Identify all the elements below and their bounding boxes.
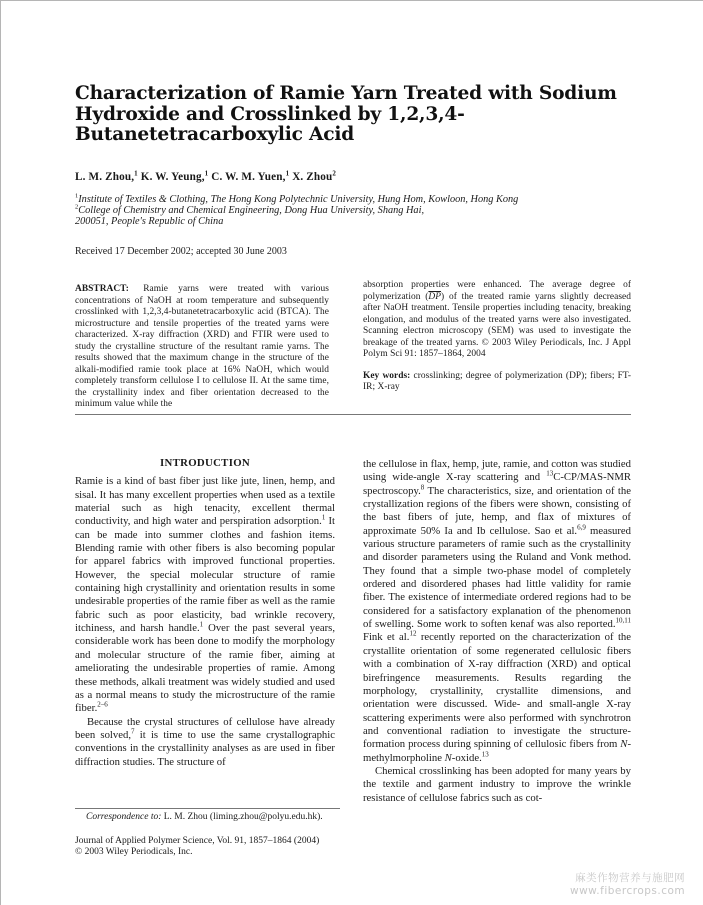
page-border-top: [0, 0, 703, 1]
journal-citation: Journal of Applied Polymer Science, Vol. 91, 1857–1864 (2004): [75, 836, 320, 846]
page-border-left: [0, 0, 1, 905]
received-dates: Received 17 December 2002; accepted 30 June 2003: [75, 246, 287, 257]
paper-title: Characterization of Ramie Yarn Treated with Sodium Hydroxide and Crosslinked by 1,2,3,4-Butanetetracarboxylic Acid: [75, 83, 617, 145]
author: L. M. Zhou,: [75, 171, 135, 183]
watermark: [570, 872, 685, 898]
abstract-left-column: [75, 284, 329, 411]
correspondence-text: L. M. Zhou (liming.zhou@polyu.edu.hk).: [161, 812, 323, 822]
correspondence-label: Correspondence to:: [86, 812, 162, 822]
keywords-label: Key words:: [363, 370, 411, 381]
citation: 1: [199, 620, 204, 629]
abstract-divider: [75, 414, 631, 415]
citation: 1: [321, 513, 326, 522]
correspondence-note: [86, 812, 323, 822]
paragraph: Chemical crosslinking has been adopted for many years by the textile and garment industry to improve the wrinkle resistance of cellulose fabrics such as cot-: [363, 764, 631, 804]
abstract-text: Ramie yarns were treated with various concentrations of NaOH at room temperature and subsequently crosslinked with 1,2,3,4-butanetetracarboxylic acid (BTCA). The microstructure and tensile properties of the treated yarns were characterized. X-ray diffraction (XRD) and FTIR were used to study the crystalline structure of the resultant ramie yarns. The results showed that the maximum change in the structure of the alkali-modified ramie took place at 16% NaOH, which would completely transform cellulose I to cellulose II. At the same time, the crystallinity index and fiber orientation decreased to the minimum value while the: [75, 284, 329, 409]
affiliations: [75, 194, 635, 227]
affiliation-number: 1: [75, 192, 79, 200]
keywords-text: crosslinking; degree of polymerization (DP); fibers; FT-IR; X-ray: [363, 370, 631, 392]
watermark-url: www.fibercrops.com: [570, 885, 686, 897]
abstract-continued: [363, 280, 631, 361]
copyright: © 2003 Wiley Periodicals, Inc.: [75, 847, 193, 858]
affiliation-line: [75, 194, 635, 205]
isotope-marker: 13: [546, 469, 554, 478]
paragraph: the cellulose in flax, hemp, jute, ramie, and cotton was studied using wide-angle X-ray scattering and $^{13}$C-CP/MAS-NMR spectroscopy.$^8$ The characteristics, size, and orientation of the crystallization regions of the fibers were shown, consisting of the bast fibers of jute, hemp, and flax of mixtures of approximate 50% Ia and Ib cellulose. Sao et al.$^{6,9}$ measured various structure parameters of ramie such as the crystallinity and disorder parameters using the Ruland and Vonk method. They found that a simple two-phase model of completely ordered and disordered phases had little validity for ramie fiber. The existence of intermediate ordered regions had to be considered for a satisfactory explanation of the phenomenon of swelling. Some work to soften kenaf was also reported.$^{10,11}$ Fink et al.$^{12}$ recently reported on the characterization of the crystallite orientation of some regenerated cellulosic fibers with a combination of X-ray diffraction (XRD) and optical birefringence measurements. Results regarding the morphology, crystallinity, crystallite dimensions, and orientation were discussed. Wide- and small-angle X-ray scattering experiments were also performed with synchrotron and conventional radiation to investigate the structure-formation process during spinning of cellulosic fibers from N-methylmorpholine N-oxide.$^{13}$: [363, 458, 632, 764]
citation: 8: [420, 483, 425, 492]
affiliation-marker: 1: [134, 169, 138, 178]
paragraph: Ramie is a kind of bast fiber just like jute, linen, hemp, and sisal. It has many excellent properties when used as a textile material such as high tenacity, excellent thermal conductivity, and high water and perspiration adsorption.$^1$ It can be made into summer clothes and fashion items. Blending ramie with other fibers is also becoming popular for apparel fabrics with improved functional properties. However, the special molecular structure of ramie containing high crystallinity and orientation results in some undesirable properties of the ramie fiber as well as the ramie fabric such as poor elasticity, bad wrinkle recovery, itchiness, and harsh handle.$^1$ Over the past several years, considerable work has been done to modify the morphology and molecular structure of the ramie fiber, aiming at ameliorating the undesirable properties of ramie. Among these methods, alkali treatment was widely studied and used as a normal means to study the microstructure of the ramie fiber.$^{2-6}$: [75, 475, 336, 715]
author: K. W. Yeung,: [140, 171, 205, 183]
citation: 6,9: [577, 523, 586, 532]
abstract-text: ) of the treated ramie yarns slightly decreased after NaOH treatment. Tensile properties including tenacity, breaking elongation, and modulus of the treated yarns were also investigated. Scanning electron microscopy (SEM) was used to investigate the breakage of the treated yarns. © 2003 Wiley Periodicals, Inc. J Appl Polym Sci 91: 1857–1864, 2004: [363, 291, 631, 359]
affiliation-text: Institute of Textiles & Clothing, The Hong Kong Polytechnic University, Hung Hom, Kowloon, Hong Kong: [78, 194, 519, 205]
affiliation-line: [75, 216, 635, 227]
abstract-label: ABSTRACT:: [75, 284, 129, 294]
affiliation-marker: 1: [204, 169, 209, 178]
journal-info: [75, 836, 319, 858]
affiliation-text: 200051, People's Republic of China: [75, 216, 224, 227]
citation: 2–6: [97, 700, 108, 709]
section-heading: INTRODUCTION: [160, 457, 250, 469]
affiliation-text: College of Chemistry and Chemical Engineering, Dong Hua University, Shang Hai,: [78, 205, 425, 216]
citation: 12: [409, 629, 417, 638]
body-left-column: [75, 457, 335, 769]
author-list: [75, 171, 336, 183]
author: X. Zhou: [292, 171, 333, 183]
affiliation-marker: 2: [332, 169, 337, 178]
affiliation-number: 2: [75, 203, 79, 211]
keywords: [363, 371, 631, 394]
abstract-text: absorption properties were enhanced. The average degree of polymerization (: [363, 280, 631, 302]
watermark-chinese: 麻类作物营养与施肥网: [575, 872, 686, 884]
citation: 7: [131, 727, 135, 736]
affiliation-marker: 1: [285, 169, 290, 178]
body-right-column: [363, 458, 631, 805]
author: C. W. M. Yuen,: [211, 171, 286, 183]
abstract-right-column: [363, 280, 631, 394]
footnote-divider: [75, 808, 340, 809]
dp-symbol: $\overline{DP}$: [428, 291, 442, 302]
citation: 10,11: [615, 616, 631, 625]
citation: 13: [481, 750, 489, 758]
affiliation-line: [75, 205, 635, 216]
paragraph: Because the crystal structures of cellulose have already been solved,$^7$ it is time to use the same crystallographic conventions in the crystallinity analyses as are used in fiber diffraction studies. The structure of: [75, 715, 335, 768]
